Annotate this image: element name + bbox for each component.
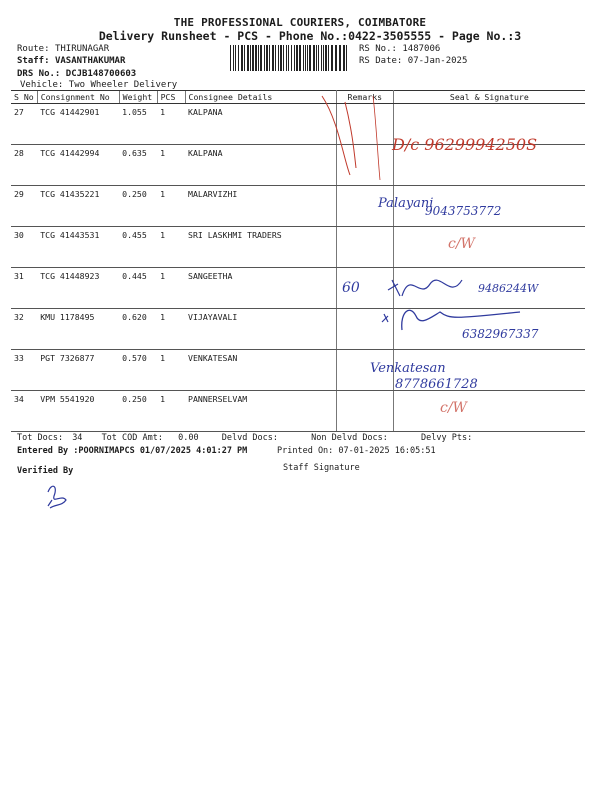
table-row xyxy=(11,268,585,309)
barcode-bar xyxy=(323,45,324,71)
cell-pcs: 1 xyxy=(157,391,185,432)
cell-consignment: KMU 1178495 xyxy=(37,309,119,350)
handwritten-row33-phone: 8778661728 xyxy=(395,377,478,392)
barcode-bar xyxy=(288,45,289,71)
staff-signature-label: Staff Signature xyxy=(283,463,360,473)
barcode-bar xyxy=(299,45,301,71)
entered-by: Entered By :POORNIMAPCS 01/07/2025 4:01:27 PM xyxy=(17,446,248,456)
barcode-bar xyxy=(305,45,306,71)
cell-consignee: SANGEETHA xyxy=(185,268,336,309)
cell-consignee: KALPANA xyxy=(185,145,336,186)
cell-weight: 0.250 xyxy=(119,391,157,432)
rs-no-label: RS No.: xyxy=(359,44,397,54)
handwritten-row27: D/c 9629994250S xyxy=(392,135,538,154)
cell-consignee: VENKATESAN xyxy=(185,350,336,391)
col-header-weight: Weight xyxy=(119,91,157,104)
cell-weight: 0.250 xyxy=(119,186,157,227)
rs-date-label: RS Date: xyxy=(359,56,403,66)
cell-sno: 31 xyxy=(11,268,37,309)
cell-pcs: 1 xyxy=(157,186,185,227)
cell-signature xyxy=(393,104,585,145)
cell-consignee: SRI LASKHMI TRADERS xyxy=(185,227,336,268)
runsheet-subtitle: Delivery Runsheet - PCS - Phone No.:0422-3505555 - Page No.:3 xyxy=(98,29,522,43)
handwritten-row31-remark: 60 xyxy=(342,280,360,296)
cell-consignment: TCG 41435221 xyxy=(37,186,119,227)
barcode-bar xyxy=(309,45,311,71)
printed-on: Printed On: 07-01-2025 16:05:51 xyxy=(277,446,436,456)
col-header-pcs: PCS xyxy=(157,91,185,104)
table-header-row xyxy=(11,91,585,104)
vehicle-line xyxy=(20,80,177,90)
vehicle-value: Two Wheeler Delivery xyxy=(68,80,178,90)
delvd-docs-label: Delvd Docs: xyxy=(221,433,279,443)
barcode-bar xyxy=(313,45,315,71)
cell-sno: 28 xyxy=(11,145,37,186)
barcode-bar xyxy=(272,45,274,71)
table-row xyxy=(11,186,585,227)
table-row xyxy=(11,309,585,350)
vehicle-label: Vehicle: xyxy=(20,80,64,90)
handwritten-row33-name: Venkatesan xyxy=(370,361,446,376)
cell-weight: 1.055 xyxy=(119,104,157,145)
barcode-bar xyxy=(278,45,279,71)
staff-line xyxy=(17,56,125,66)
barcode-bar xyxy=(230,45,231,71)
staff-label: Staff: xyxy=(17,56,50,66)
cell-sno: 27 xyxy=(11,104,37,145)
cell-consignment: PGT 7326877 xyxy=(37,350,119,391)
cell-pcs: 1 xyxy=(157,309,185,350)
barcode-bar xyxy=(331,45,333,71)
col-header-consignment: Consignment No xyxy=(37,91,119,104)
handwritten-row29-phone: 9043753772 xyxy=(425,204,502,218)
handwritten-row29-name: Palayani xyxy=(378,196,434,211)
handwritten-row32-phone: 6382967337 xyxy=(462,327,539,341)
cell-pcs: 1 xyxy=(157,227,185,268)
barcode-bar xyxy=(325,45,327,71)
rs-no-value: 1487006 xyxy=(402,44,441,54)
verified-by-label: Verified By xyxy=(17,466,74,476)
verified-by-signature xyxy=(48,486,66,508)
cell-remarks xyxy=(336,227,393,268)
cell-signature xyxy=(393,145,585,186)
barcode-bar xyxy=(235,45,236,71)
runsheet-table xyxy=(11,90,585,432)
barcode-bar xyxy=(252,45,254,71)
cell-sno: 29 xyxy=(11,186,37,227)
handwritten-row31-phone: 9486244W xyxy=(478,282,539,295)
route-value: THIRUNAGAR xyxy=(54,44,110,54)
drs-value: DCJB148700603 xyxy=(65,69,137,79)
tot-cod-label: Tot COD Amt: xyxy=(101,433,163,443)
rs-no-line xyxy=(359,44,440,54)
cell-consignment: TCG 41448923 xyxy=(37,268,119,309)
totals-line xyxy=(17,433,472,443)
rs-date-line xyxy=(359,56,467,66)
cell-remarks xyxy=(336,391,393,432)
barcode-bar xyxy=(286,45,287,71)
cell-remarks xyxy=(336,145,393,186)
barcode-bar xyxy=(283,45,284,71)
cell-consignment: TCG 41442901 xyxy=(37,104,119,145)
cell-sno: 34 xyxy=(11,391,37,432)
cell-consignee: MALARVIZHI xyxy=(185,186,336,227)
table-row xyxy=(11,104,585,145)
barcode-bar xyxy=(294,45,295,71)
barcode-bar xyxy=(321,45,322,71)
handwritten-row34: c/W xyxy=(440,400,467,416)
barcode-bar xyxy=(238,45,239,71)
barcode-bar xyxy=(258,45,259,71)
barcode-bar xyxy=(269,45,270,71)
barcode-bar xyxy=(247,45,249,71)
barcode-bar xyxy=(296,45,298,71)
drs-label: DRS No.: xyxy=(17,69,61,79)
tot-docs-label: Tot Docs: xyxy=(17,433,64,443)
barcode-bar xyxy=(291,45,292,71)
cell-consignment: VPM 5541920 xyxy=(37,391,119,432)
cell-signature xyxy=(393,268,585,309)
cell-pcs: 1 xyxy=(157,145,185,186)
cell-consignment: TCG 41443531 xyxy=(37,227,119,268)
cell-signature xyxy=(393,309,585,350)
barcode-bar xyxy=(275,45,276,71)
barcode-bar xyxy=(343,45,345,71)
cell-consignee: VIJAYAVALI xyxy=(185,309,336,350)
barcode-bar xyxy=(339,45,341,71)
cell-signature xyxy=(393,350,585,391)
barcode-bar xyxy=(260,45,262,71)
route-line xyxy=(17,44,109,54)
cell-pcs: 1 xyxy=(157,104,185,145)
company-name: THE PROFESSIONAL COURIERS, COIMBATORE xyxy=(173,16,427,29)
cell-sno: 32 xyxy=(11,309,37,350)
barcode-bar xyxy=(264,45,265,71)
table-row xyxy=(11,227,585,268)
cell-weight: 0.635 xyxy=(119,145,157,186)
delvy-pts-label: Delvy Pts: xyxy=(421,433,473,443)
drs-barcode xyxy=(230,45,350,71)
cell-consignment: TCG 41442994 xyxy=(37,145,119,186)
table-row xyxy=(11,145,585,186)
col-header-sno: S No xyxy=(11,91,37,104)
tot-docs-value: 34 xyxy=(72,433,83,443)
drs-line xyxy=(17,69,136,79)
cell-pcs: 1 xyxy=(157,268,185,309)
cell-signature xyxy=(393,391,585,432)
table-row xyxy=(11,350,585,391)
cell-remarks xyxy=(336,350,393,391)
barcode-bar xyxy=(266,45,268,71)
col-header-consignee: Consignee Details xyxy=(185,91,336,104)
barcode-bar xyxy=(241,45,243,71)
cell-weight: 0.570 xyxy=(119,350,157,391)
tot-cod-value: 0.00 xyxy=(178,433,199,443)
barcode-bar xyxy=(346,45,347,71)
barcode-bar xyxy=(255,45,257,71)
cell-weight: 0.455 xyxy=(119,227,157,268)
cell-signature xyxy=(393,227,585,268)
barcode-bar xyxy=(335,45,337,71)
non-delvd-docs-label: Non Delvd Docs: xyxy=(311,433,388,443)
cell-remarks xyxy=(336,268,393,309)
cell-pcs: 1 xyxy=(157,350,185,391)
rs-date-value: 07-Jan-2025 xyxy=(407,56,468,66)
cell-sno: 33 xyxy=(11,350,37,391)
col-header-remarks: Remarks xyxy=(336,91,393,104)
barcode-bar xyxy=(316,45,317,71)
cell-remarks xyxy=(336,104,393,145)
route-label: Route: xyxy=(17,44,50,54)
staff-value: VASANTHAKUMAR xyxy=(54,56,126,66)
cell-consignee: PANNERSELVAM xyxy=(185,391,336,432)
cell-signature xyxy=(393,186,585,227)
handwritten-row30: c/W xyxy=(448,236,475,252)
cell-sno: 30 xyxy=(11,227,37,268)
table-row xyxy=(11,391,585,432)
cell-consignee: KALPANA xyxy=(185,104,336,145)
cell-weight: 0.445 xyxy=(119,268,157,309)
barcode-bar xyxy=(318,45,319,71)
barcode-bar xyxy=(250,45,251,71)
printed-on-line xyxy=(277,446,436,456)
col-header-signature: Seal & Signature xyxy=(393,91,585,104)
cell-remarks xyxy=(336,309,393,350)
barcode-bar xyxy=(328,45,329,71)
cell-weight: 0.620 xyxy=(119,309,157,350)
barcode-bar xyxy=(244,45,245,71)
barcode-bar xyxy=(307,45,308,71)
entered-by-line xyxy=(17,446,247,456)
barcode-bar xyxy=(280,45,282,71)
barcode-bar xyxy=(233,45,234,71)
cell-remarks xyxy=(336,186,393,227)
barcode-bar xyxy=(303,45,304,71)
